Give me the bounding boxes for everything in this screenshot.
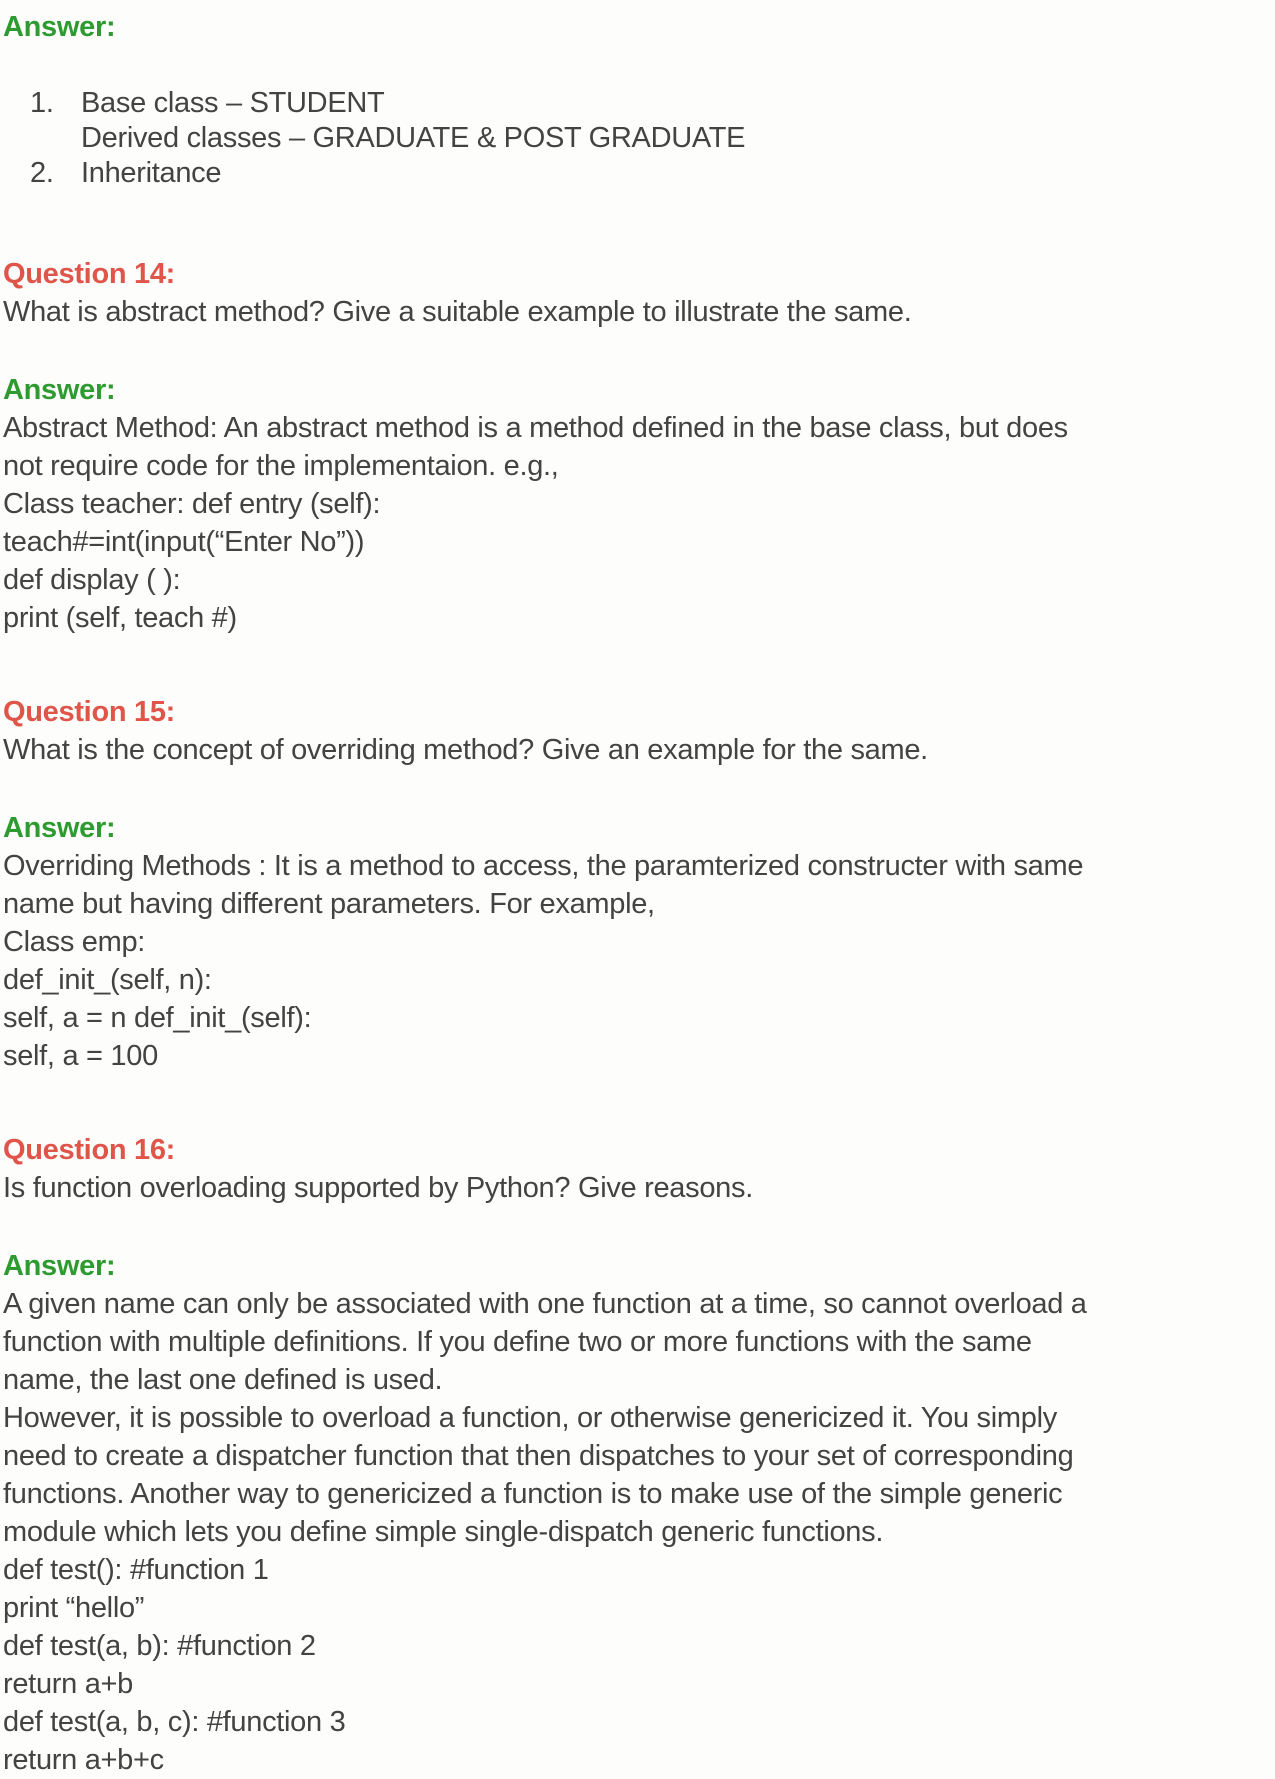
answer-line: teach#=int(input(“Enter No”)) xyxy=(3,526,365,558)
spacer xyxy=(3,46,1273,86)
answer-line: not require code for the implementaion. e.g., xyxy=(3,450,559,482)
answer-line: self, a = n def_init_(self): xyxy=(3,1002,312,1034)
question-14-heading: Question 14: xyxy=(3,258,176,290)
answer-line: return a+b+c xyxy=(3,1744,164,1776)
list-item xyxy=(3,156,1273,191)
answer-line: def display ( ): xyxy=(3,564,181,596)
answer-line: def test(): #function 1 xyxy=(3,1554,269,1586)
question-14-text: What is abstract method? Give a suitable example to illustrate the same. xyxy=(3,296,912,328)
list-item xyxy=(3,86,1273,156)
question-16-answer-body xyxy=(3,1285,1273,1779)
list-item-number: 2. xyxy=(30,157,54,189)
answer-line: functions. Another way to genericized a function is to make use of the simple generic xyxy=(3,1478,1063,1510)
list-item-number: 1. xyxy=(30,87,54,119)
answer-line: Class teacher: def entry (self): xyxy=(3,488,381,520)
answer-line: self, a = 100 xyxy=(3,1040,158,1072)
answer-line: def test(a, b, c): #function 3 xyxy=(3,1706,346,1738)
spacer xyxy=(3,191,1273,255)
answer-line: name but having different parameters. For example, xyxy=(3,888,655,920)
spacer xyxy=(3,1207,1273,1247)
question-14-answer-heading: Answer: xyxy=(3,374,116,406)
spacer xyxy=(3,1075,1273,1131)
answer-line: A given name can only be associated with one function at a time, so cannot overload a xyxy=(3,1288,1087,1320)
answer-line: def test(a, b): #function 2 xyxy=(3,1630,316,1662)
question-16-answer-heading: Answer: xyxy=(3,1250,116,1282)
answer-line: Overriding Methods : It is a method to access, the paramterized constructer with same xyxy=(3,850,1084,882)
question-15-text: What is the concept of overriding method? Give an example for the same. xyxy=(3,734,928,766)
question-15-answer-heading: Answer: xyxy=(3,812,116,844)
question-16-text: Is function overloading supported by Python? Give reasons. xyxy=(3,1172,753,1204)
list-item-text xyxy=(81,86,745,156)
spacer xyxy=(3,637,1273,693)
answer-line: name, the last one defined is used. xyxy=(3,1364,443,1396)
question-15-answer-body xyxy=(3,847,1273,1075)
list-item-line: Base class – STUDENT xyxy=(81,87,385,119)
spacer xyxy=(3,769,1273,809)
intro-answer-heading: Answer: xyxy=(3,11,116,43)
answer-line: Abstract Method: An abstract method is a method defined in the base class, but does xyxy=(3,412,1068,444)
list-item-text xyxy=(81,156,221,191)
answer-line: print “hello” xyxy=(3,1592,145,1624)
answer-line: Class emp: xyxy=(3,926,146,958)
question-15-heading: Question 15: xyxy=(3,696,176,728)
answer-line: function with multiple definitions. If you define two or more functions with the same xyxy=(3,1326,1032,1358)
answer-line: module which lets you define simple single-dispatch generic functions. xyxy=(3,1516,884,1548)
list-item-line: Inheritance xyxy=(81,157,222,189)
question-14-answer-body xyxy=(3,409,1273,637)
answer-line: return a+b xyxy=(3,1668,134,1700)
answer-line: need to create a dispatcher function that then dispatches to your set of corresponding xyxy=(3,1440,1074,1472)
answer-line: print (self, teach #) xyxy=(3,602,237,634)
question-16-heading: Question 16: xyxy=(3,1134,176,1166)
list-item-line: Derived classes – GRADUATE & POST GRADUATE xyxy=(81,122,746,154)
answer-line: However, it is possible to overload a function, or otherwise genericized it. You simply xyxy=(3,1402,1057,1434)
numbered-list xyxy=(3,86,1273,191)
answer-line: def_init_(self, n): xyxy=(3,964,212,996)
spacer xyxy=(3,331,1273,371)
